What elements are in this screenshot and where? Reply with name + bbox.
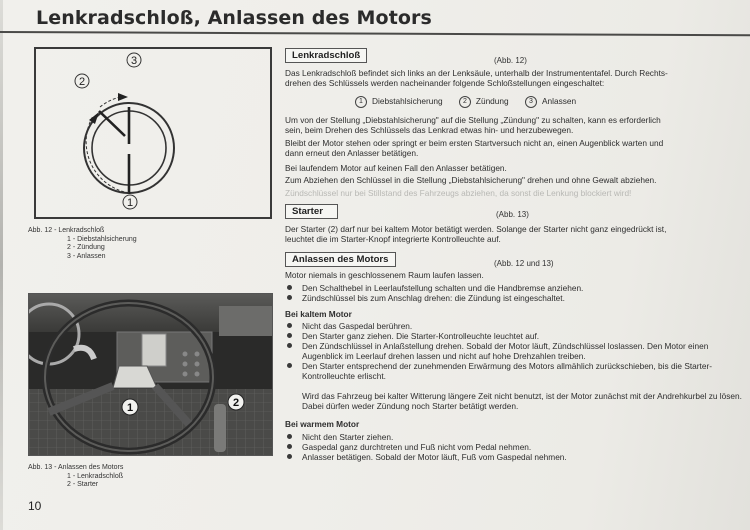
svg-text:2: 2 [232, 397, 240, 409]
paragraph-line: Das Lenkradschloß befindet sich links an der Lenksäule, unterhalb der Instrumententafel. Durch Rechts- [285, 68, 668, 78]
svg-text:3: 3 [130, 55, 138, 67]
list-item: Nicht den Starter ziehen. [285, 432, 747, 442]
list-item: Nicht das Gaspedal berühren. [285, 321, 747, 331]
position-label-1 [123, 195, 137, 209]
figure-reference: (Abb. 12) [494, 56, 527, 65]
figure-reference: (Abb. 12 und 13) [494, 259, 554, 268]
warning-line-faded: Zündschlüssel nur bei Stillstand des Fahrzeugs abziehen, da sonst die Lenkung blockiert wird! [285, 188, 632, 198]
list-item: Zündschlüssel bis zum Anschlag drehen: die Zündung ist eingeschaltet. [285, 293, 747, 303]
preparation-steps [285, 283, 747, 303]
svg-text:1: 1 [126, 402, 134, 414]
section-heading-anlassen: Anlassen des Motors [285, 252, 396, 267]
cold-weather-note: Wird das Fahrzeug bei kalter Witterung längere Zeit nicht benutzt, ist der Motor zunächst mit der Andrehkurbel zu lösen. Dabei dürfen weder Zündung noch Starter betätigt werden. [302, 391, 742, 411]
paragraph-line: Motor niemals in geschlossenem Raum laufen lassen. [285, 270, 484, 280]
figure-13-dashboard-photo [28, 293, 273, 456]
paragraph-line: Zum Abziehen den Schlüssel in die Stellung „Diebstahlsicherung" drehen und ohne Gewalt abziehen. [285, 175, 657, 185]
warm-engine-steps [285, 432, 747, 462]
caption-item: 3 - Anlassen [67, 252, 106, 260]
list-item: Den Schalthebel in Leerlaufstellung schalten und die Handbremse anziehen. [285, 283, 747, 293]
caption-item: 1 - Lenkradschloß [67, 472, 124, 480]
paragraph-line: Der Starter (2) darf nur bei kaltem Motor betätigt werden. Solange der Starter nicht ganz eingedrückt ist, [285, 224, 667, 234]
list-item: Anlasser betätigen. Sobald der Motor läuft, Fuß vom Gaspedal nehmen. [285, 452, 747, 462]
caption-item: 2 - Starter [67, 481, 99, 488]
position-label-3 [127, 53, 141, 67]
arrow-head-3 [118, 93, 128, 101]
section-heading-starter: Starter [285, 204, 338, 219]
cold-engine-steps [285, 321, 747, 381]
paragraph-line: Bleibt der Motor stehen oder springt er beim ersten Startversuch nicht an, einen Augenblick warten und [285, 138, 664, 148]
caption-item: 1 - Diebstahlsicherung [67, 235, 137, 243]
lock-position-3: 3 Anlassen [525, 96, 576, 106]
speedometer [142, 334, 166, 366]
glovebox [219, 306, 272, 336]
position-label-2 [75, 74, 89, 88]
paragraph-line: Bei laufendem Motor auf keinen Fall den Anlasser betätigen. [285, 163, 507, 173]
page-binding-edge [0, 0, 3, 530]
header-rule [0, 31, 750, 36]
paragraph-line: dann erneut den Anlasser betätigen. [285, 148, 419, 158]
lock-cylinder-icon [84, 93, 174, 194]
svg-text:1: 1 [126, 197, 134, 209]
lock-position-1: 1 Diebstahlsicherung [355, 96, 443, 106]
callout-2 [228, 394, 244, 410]
paragraph-line: drehen des Schlüssels werden nacheinander folgende Schloßstellungen eingeschaltet: [285, 78, 605, 88]
lock-positions-list [355, 96, 590, 108]
caption-title: Abb. 13 - Anlassen des Motors [28, 464, 124, 471]
page-number: 10 [28, 499, 42, 513]
caption-item: 2 - Zündung [67, 244, 105, 251]
paragraph-line: sein, beim Drehen des Schlüssels das Lenkrad etwas hin- und herzubewegen. [285, 125, 574, 135]
list-item: Den Starter entsprechend der zunehmenden Erwärmung des Motors allmählich zurückschieben, bis die Starter-Kontrolleuchte erlischt. [285, 361, 747, 381]
figure-13-caption [28, 464, 123, 490]
list-item: Den Zündschlüssel in Anlaßstellung drehen. Sobald der Motor läuft, Zündschlüssel loslassen. Den Motor einen Augenblick im Leerlauf drehen lassen und nicht auf hohe Drehzahlen treiben. [285, 341, 747, 361]
section-heading-lenkradschloss: Lenkradschloß [285, 48, 367, 63]
paragraph-line: leuchtet die im Starter-Knopf integrierte Kontrolleuchte auf. [285, 234, 501, 244]
callout-1 [122, 399, 138, 415]
list-item: Gaspedal ganz durchtreten und Fuß nicht vom Pedal nehmen. [285, 442, 747, 452]
subheading-warm-engine: Bei warmem Motor [285, 419, 360, 429]
figure-12-lock-diagram [34, 47, 272, 219]
figure-reference: (Abb. 13) [496, 210, 529, 219]
caption-title: Abb. 12 - Lenkradschloß [28, 227, 105, 234]
subheading-cold-engine: Bei kaltem Motor [285, 309, 352, 319]
figure-12-caption [28, 227, 137, 261]
page-title: Lenkradschloß, Anlassen des Motors [36, 7, 432, 29]
list-item: Den Starter ganz ziehen. Die Starter-Kontrolleuchte leuchtet auf. [285, 331, 747, 341]
lock-position-2: 2 Zündung [459, 96, 509, 106]
svg-text:2: 2 [78, 76, 86, 88]
pedal [214, 404, 226, 452]
paragraph-line: Um von der Stellung „Diebstahlsicherung" auf die Stellung „Zündung" zu schalten, kann es erforderlich [285, 115, 661, 125]
